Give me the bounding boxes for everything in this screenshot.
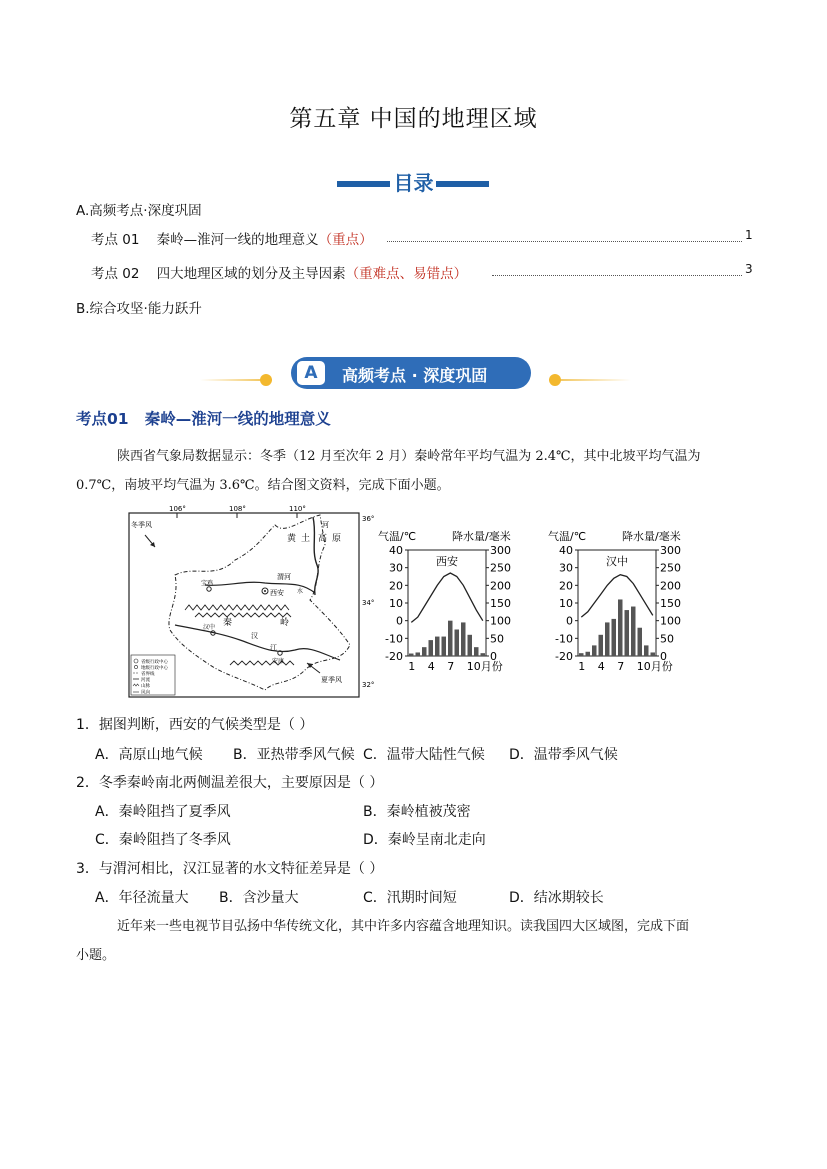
label-hanzhong: 汉中 (203, 624, 216, 631)
precip-bar (461, 622, 466, 656)
qinling-map (125, 505, 375, 707)
precip-bar (618, 599, 623, 656)
precip-bar (625, 610, 630, 656)
label-han: 汉 (251, 632, 258, 640)
banner-dot-right (549, 374, 561, 386)
label-ankang: 安康 (272, 658, 285, 665)
chart-temp-tick-label: 0 (566, 614, 573, 628)
toc-item-label: 考点 02 (91, 266, 140, 282)
chart-temp-tick-label: 10 (559, 597, 573, 610)
chart-ylabel-left: 气温/℃ (548, 530, 587, 543)
banner-line-right (561, 379, 631, 381)
toc-section-b[interactable]: B.综合攻坚·能力跃升 (76, 301, 202, 317)
chart-precip-tick-label: 150 (660, 597, 681, 610)
climate-chart-xian (378, 522, 538, 682)
section-banner-title: 高频考点 · 深度巩固 (342, 366, 488, 385)
chart-precip-tick-label: 200 (660, 579, 681, 593)
chart-ylabel-right: 降水量/毫米 (452, 530, 511, 543)
chart-precip-tick-label: 300 (660, 544, 681, 557)
q2-option-a[interactable]: A．秦岭阻挡了夏季风 (95, 804, 231, 820)
chart-precip-tick-label: 50 (660, 632, 674, 646)
chart-precip-tick-label: 0 (490, 650, 497, 663)
precip-bar (416, 652, 421, 656)
toc-item-text: 四大地理区域的划分及主导因素 (156, 266, 346, 282)
chart-temp-tick-label: -20 (555, 650, 573, 663)
chart-temp-tick-label: 40 (389, 544, 403, 557)
label-huang: 黄 (287, 534, 297, 544)
q1-option-d[interactable]: D．温带季风气候 (509, 747, 618, 763)
lon-label: 106° (169, 505, 186, 513)
legend-item: 山脉 (141, 684, 150, 689)
chart-x-tick-label: 7 (617, 660, 625, 673)
question-1-stem: 1．据图判断，西安的气候类型是（ ） (76, 717, 314, 733)
chart-temp-tick-label: 0 (396, 614, 403, 628)
toc-item-page: 1 (745, 228, 753, 242)
chart-precip-tick-label: 100 (660, 614, 681, 628)
precip-bar (579, 653, 584, 656)
precip-bar (448, 621, 453, 656)
precip-bar (422, 647, 427, 656)
intro-line-1: 陕西省气象局数据显示：冬季（12 月至次年 2 月）秦岭常年平均气温为 2.4℃，其中北坡平均气温为 (117, 449, 701, 464)
toc-item-1[interactable] (91, 228, 373, 248)
label-river-he: 河 (322, 521, 329, 529)
chart-x-tick-label: 10月份 (466, 660, 503, 673)
precip-bar (638, 628, 643, 656)
chart-precip-tick-label: 200 (490, 579, 511, 593)
label-qin: 秦 (223, 618, 233, 628)
chart-temp-tick-label: 10 (389, 597, 403, 610)
q2-option-d[interactable]: D．秦岭呈南北走向 (363, 832, 486, 848)
question-2-stem: 2．冬季秦岭南北两侧温差很大，主要原因是（ ） (76, 775, 384, 791)
legend-item: 河流 (141, 678, 150, 683)
lat-label: 32° (362, 681, 375, 689)
q3-option-d[interactable]: D．结冰期较长 (509, 890, 604, 906)
label-gao: 高 (318, 534, 328, 544)
precip-bar (586, 652, 591, 656)
chart-x-tick-label: 10月份 (636, 660, 673, 673)
label-summer-monsoon: 夏季风 (321, 676, 342, 684)
label-ling: 岭 (280, 618, 290, 628)
chart-x-tick-label: 4 (597, 660, 605, 673)
q2-option-b[interactable]: B．秦岭植被茂密 (363, 804, 471, 820)
chart-title: 汉中 (606, 555, 628, 568)
toc-item-tag: （重点） (318, 232, 373, 248)
xian-marker-dot (264, 590, 266, 592)
toc-item-label: 考点 01 (91, 232, 140, 248)
chart-ylabel-left: 气温/℃ (378, 530, 417, 543)
legend-item: 省界线 (141, 672, 155, 677)
precip-bar (455, 630, 460, 657)
label-jiang: 江 (270, 644, 277, 652)
chapter-title: 第五章 中国的地理区域 (289, 106, 538, 132)
chart-temp-tick-label: -10 (385, 632, 403, 646)
precip-bar (442, 637, 447, 656)
chart-temp-tick-label: 20 (559, 579, 573, 593)
precip-bar (481, 653, 486, 656)
outro-line-2: 小题。 (76, 948, 116, 963)
chart-precip-tick-label: 300 (490, 544, 511, 557)
legend-item: 省级行政中心 (141, 660, 168, 665)
outro-line-1: 近年来一些电视节目弘扬中华传统文化，其中许多内容蕴含地理知识。读我国四大区域图，完成下面 (117, 919, 690, 934)
precip-bar (409, 654, 414, 656)
precip-bar (592, 645, 597, 656)
legend-item: 地级行政中心 (141, 666, 168, 671)
toc-section-a[interactable]: A.高频考点·深度巩固 (76, 203, 202, 219)
precip-bar (429, 640, 434, 656)
lat-label: 36° (362, 515, 375, 523)
label-shui: 水 (297, 588, 304, 595)
toc-leader-2 (492, 275, 742, 276)
lat-label: 34° (362, 599, 375, 607)
precip-bar (644, 645, 649, 656)
q3-option-b[interactable]: B．含沙量大 (219, 890, 299, 906)
question-3-stem: 3．与渭河相比，汉江显著的水文特征差异是（ ） (76, 861, 384, 877)
climate-chart-hanzhong (548, 522, 708, 682)
chart-precip-tick-label: 150 (490, 597, 511, 610)
chart-x-tick-label: 7 (447, 660, 455, 673)
chart-precip-tick-label: 50 (490, 632, 504, 646)
chart-precip-tick-label: 100 (490, 614, 511, 628)
lon-label: 110° (289, 505, 306, 513)
legend-item: 风向 (141, 690, 150, 696)
chart-x-tick-label: 1 (408, 660, 416, 673)
precip-bar (631, 607, 636, 656)
temperature-line (411, 573, 483, 622)
chart-x-tick-label: 1 (578, 660, 586, 673)
chart-temp-tick-label: 20 (389, 579, 403, 593)
label-yuan: 原 (332, 534, 342, 544)
toc-item-page: 3 (745, 262, 753, 276)
temperature-line (581, 575, 653, 617)
q3-option-a[interactable]: A．年径流量大 (95, 890, 189, 906)
label-winter-monsoon: 冬季风 (131, 521, 152, 529)
chart-x-tick-label: 4 (427, 660, 435, 673)
chart-precip-tick-label: 250 (490, 561, 511, 575)
label-baoji: 宝鸡 (201, 580, 214, 587)
toc-heading: 目录 (393, 171, 434, 195)
chart-temp-tick-label: -10 (555, 632, 573, 646)
q1-option-c[interactable]: C．温带大陆性气候 (363, 747, 485, 763)
precip-bar (612, 619, 617, 656)
chart-temp-tick-label: 40 (559, 544, 573, 557)
kaodian-title: 秦岭—淮河一线的地理意义 (144, 410, 331, 428)
chart-ylabel-right: 降水量/毫米 (622, 530, 681, 543)
kaodian-heading (76, 407, 331, 429)
chart-precip-tick-label: 0 (660, 650, 667, 663)
banner-line-left (200, 379, 260, 381)
banner-dot-left (260, 374, 272, 386)
precip-bar (599, 635, 604, 656)
label-tu: 土 (301, 534, 311, 544)
chart-precip-tick-label: 250 (660, 561, 681, 575)
label-weihe: 渭河 (277, 573, 291, 581)
toc-item-text: 秦岭—淮河一线的地理意义 (156, 232, 319, 248)
chart-temp-tick-label: 30 (389, 561, 403, 575)
precip-bar (435, 637, 440, 656)
q3-option-c[interactable]: C．汛期时间短 (363, 890, 457, 906)
section-badge: A (297, 361, 325, 385)
precip-bar (651, 652, 656, 656)
precip-bar (474, 647, 479, 656)
intro-line-2: 0.7℃，南坡平均气温为 3.6℃。结合图文资料，完成下面小题。 (76, 478, 450, 493)
q2-option-c[interactable]: C．秦岭阻挡了冬季风 (95, 832, 231, 848)
toc-item-2[interactable] (91, 262, 467, 282)
kaodian-label: 考点01 (76, 410, 129, 428)
chart-temp-tick-label: 30 (559, 561, 573, 575)
toc-leader-1 (387, 241, 742, 242)
toc-item-tag: （重难点、易错点） (345, 266, 468, 282)
chart-title: 西安 (436, 555, 458, 568)
precip-bar (605, 622, 610, 656)
q1-option-b[interactable]: B．亚热带季风气候 (233, 747, 355, 763)
precip-bar (468, 635, 473, 656)
chart-temp-tick-label: -20 (385, 650, 403, 663)
q1-option-a[interactable]: A．高原山地气候 (95, 747, 203, 763)
lon-label: 108° (229, 505, 246, 513)
label-xian: 西安 (270, 589, 284, 597)
